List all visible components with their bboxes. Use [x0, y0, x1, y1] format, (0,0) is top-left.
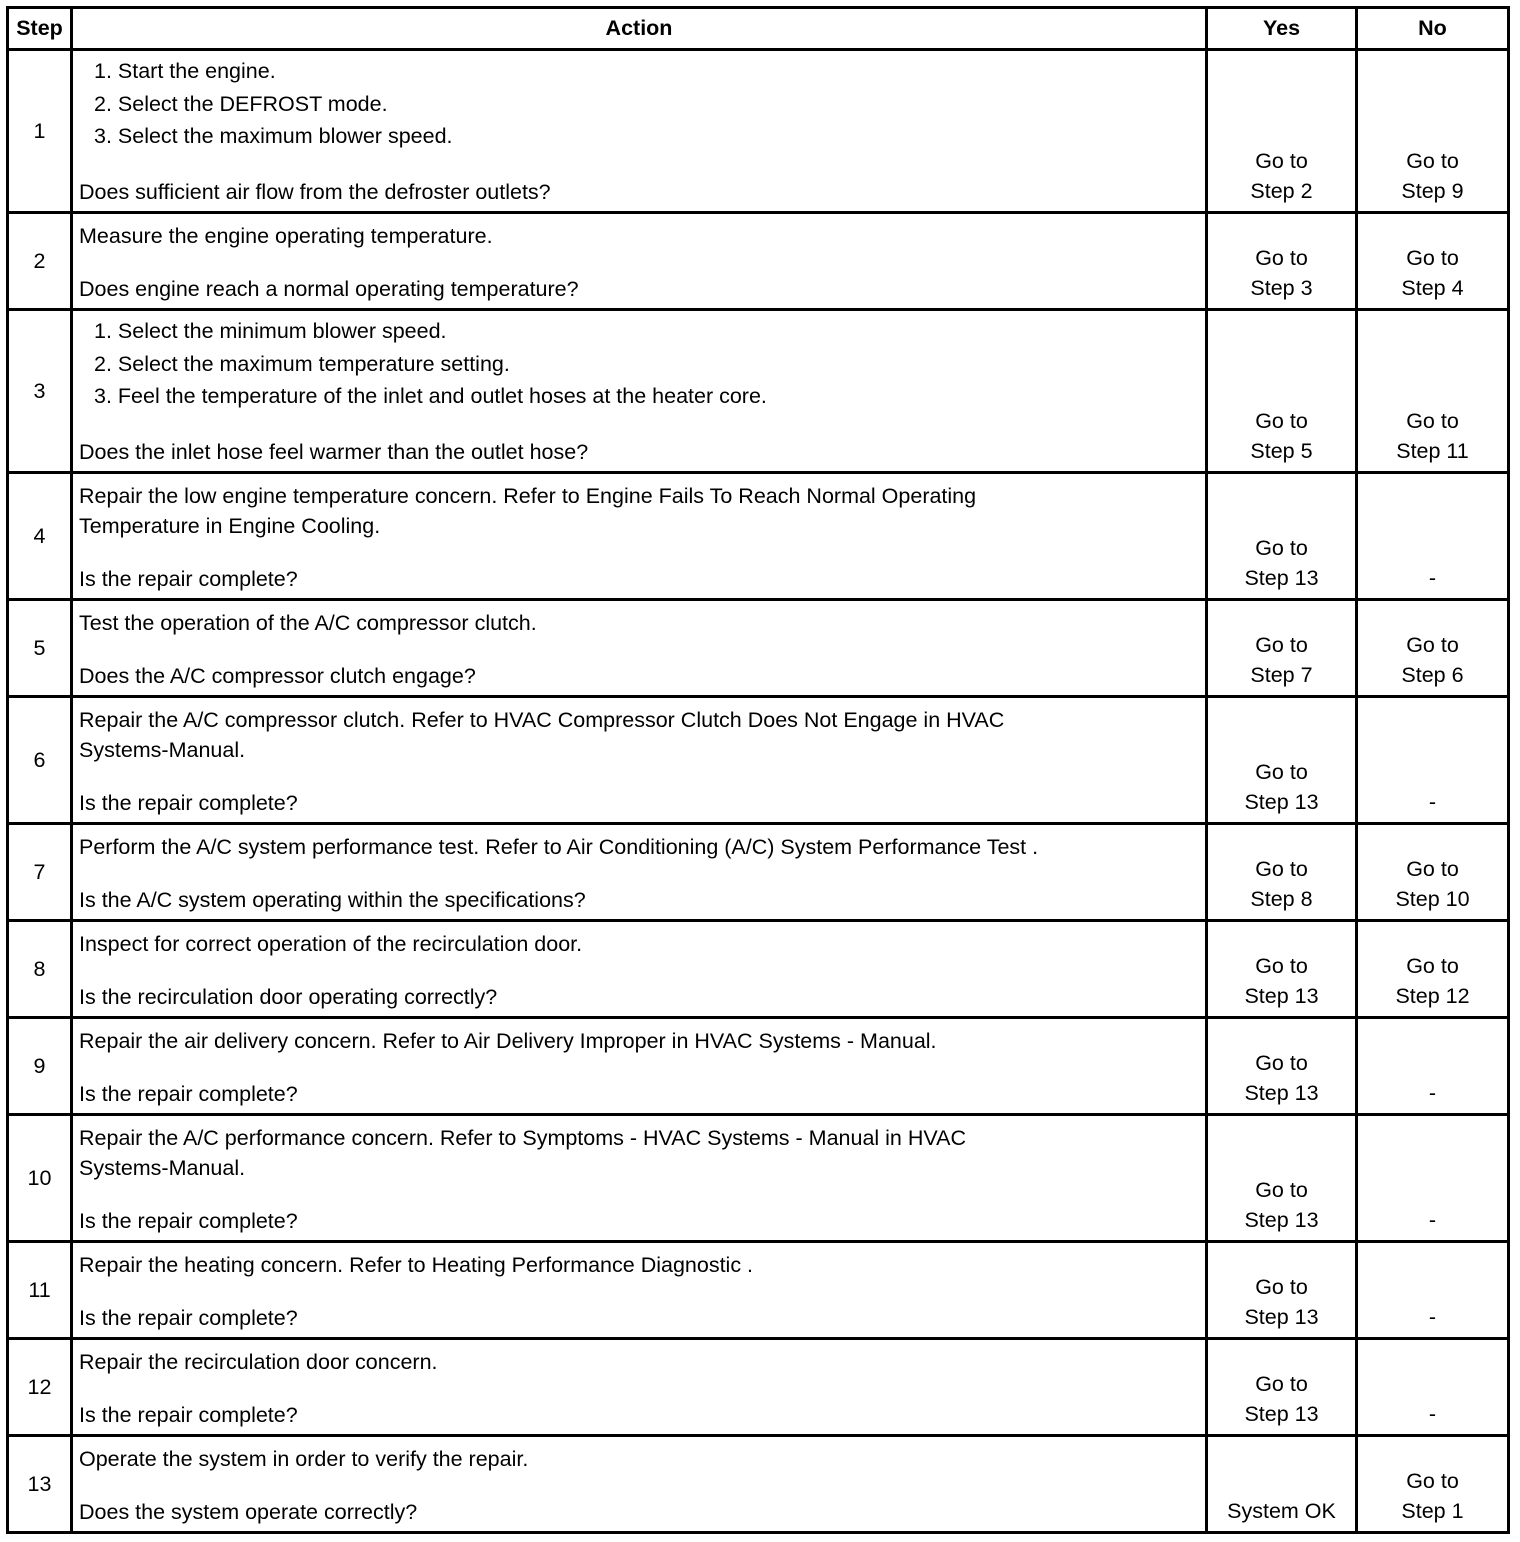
- no-result-line: Go to: [1406, 149, 1459, 173]
- yes-result-line: Go to: [1255, 857, 1308, 881]
- no-result-line: Go to: [1406, 954, 1459, 978]
- instruction-item: 3. Feel the temperature of the inlet and outlet hoses at the heater core.: [94, 384, 767, 408]
- no-result: [1357, 213, 1509, 310]
- yes-result: [1207, 600, 1357, 697]
- action-cell: [72, 697, 1207, 824]
- no-result: [1357, 50, 1509, 213]
- table-row: [8, 697, 1509, 824]
- no-result: [1357, 1339, 1509, 1436]
- action-cell: [72, 473, 1207, 600]
- table-row: [8, 600, 1509, 697]
- action-cell: [72, 1115, 1207, 1242]
- table-row: [8, 50, 1509, 213]
- action-cell: [72, 50, 1207, 213]
- yes-result: [1207, 1242, 1357, 1339]
- question-text: Is the repair complete?: [79, 1403, 298, 1427]
- instruction-text: Perform the A/C system performance test. Refer to Air Conditioning (A/C) System Performance Test .: [79, 835, 1039, 859]
- header-action: Action: [72, 8, 1207, 50]
- question-text: Is the repair complete?: [79, 1082, 298, 1106]
- question-text: Does engine reach a normal operating temperature?: [79, 277, 579, 301]
- step-number: 7: [8, 824, 72, 921]
- no-result-line: Go to: [1406, 633, 1459, 657]
- yes-result-line: Step 13: [1244, 566, 1319, 590]
- no-result: [1357, 1018, 1509, 1115]
- yes-result: [1207, 213, 1357, 310]
- yes-result: [1207, 824, 1357, 921]
- yes-result-line: Go to: [1255, 954, 1308, 978]
- yes-result: [1207, 50, 1357, 213]
- no-result-line: -: [1428, 1402, 1437, 1426]
- header-yes: Yes: [1207, 8, 1357, 50]
- step-number: 2: [8, 213, 72, 310]
- yes-result-line: Step 13: [1244, 1305, 1319, 1329]
- yes-result-line: Go to: [1255, 409, 1308, 433]
- step-number: 1: [8, 50, 72, 213]
- diagnostic-table: [6, 6, 1510, 1534]
- step-number: 6: [8, 697, 72, 824]
- no-result-line: Go to: [1406, 857, 1459, 881]
- yes-result-line: Step 13: [1244, 984, 1319, 1008]
- instruction-text: Temperature in Engine Cooling.: [79, 513, 381, 538]
- header-step: Step: [8, 8, 72, 50]
- instruction-text: Repair the low engine temperature concern. Refer to Engine Fails To Reach Normal Operating: [79, 484, 977, 508]
- action-cell: [72, 1436, 1207, 1533]
- yes-result-line: Step 13: [1244, 1402, 1319, 1426]
- yes-result-line: Step 8: [1250, 887, 1313, 911]
- step-number: 12: [8, 1339, 72, 1436]
- action-cell: [72, 921, 1207, 1018]
- yes-result: [1207, 1339, 1357, 1436]
- no-result: [1357, 473, 1509, 600]
- no-result-line: -: [1428, 1208, 1437, 1232]
- no-result-line: Step 4: [1401, 276, 1464, 300]
- instruction-text: Repair the heating concern. Refer to Heating Performance Diagnostic .: [79, 1253, 754, 1277]
- action-cell: [72, 310, 1207, 473]
- step-number: 4: [8, 473, 72, 600]
- no-result: [1357, 1115, 1509, 1242]
- no-result-line: Go to: [1406, 1469, 1459, 1493]
- instruction-item: 1. Select the minimum blower speed.: [94, 319, 447, 343]
- no-result-line: -: [1428, 1305, 1437, 1329]
- no-result-line: -: [1428, 566, 1437, 590]
- instruction-list: [79, 55, 1199, 153]
- question-text: Is the repair complete?: [79, 567, 298, 591]
- no-result-line: Step 10: [1395, 887, 1470, 911]
- no-result: [1357, 697, 1509, 824]
- step-number: 5: [8, 600, 72, 697]
- yes-result-line: Step 2: [1250, 179, 1313, 203]
- action-cell: [72, 213, 1207, 310]
- instruction-item: 3. Select the maximum blower speed.: [94, 124, 453, 148]
- yes-result-line: Go to: [1255, 246, 1308, 270]
- instruction-text: Repair the recirculation door concern.: [79, 1350, 438, 1374]
- question-text: Does the inlet hose feel warmer than the outlet hose?: [79, 440, 589, 464]
- instruction-text: Inspect for correct operation of the recirculation door.: [79, 932, 583, 956]
- yes-result: [1207, 697, 1357, 824]
- action-cell: [72, 600, 1207, 697]
- instruction-text: Measure the engine operating temperature.: [79, 224, 493, 248]
- header-no: No: [1357, 8, 1509, 50]
- table-row: [8, 1242, 1509, 1339]
- step-number: 10: [8, 1115, 72, 1242]
- yes-result-line: Go to: [1255, 1275, 1308, 1299]
- instruction-list: [79, 315, 1199, 413]
- no-result: [1357, 1242, 1509, 1339]
- question-text: Does sufficient air flow from the defroster outlets?: [79, 180, 551, 204]
- yes-result-line: Step 3: [1250, 276, 1313, 300]
- yes-result-line: Go to: [1255, 1051, 1308, 1075]
- question-text: Is the A/C system operating within the specifications?: [79, 888, 586, 912]
- step-number: 9: [8, 1018, 72, 1115]
- table-row: [8, 921, 1509, 1018]
- action-cell: [72, 1339, 1207, 1436]
- no-result-line: Step 11: [1396, 439, 1469, 463]
- instruction-text: Repair the A/C compressor clutch. Refer to HVAC Compressor Clutch Does Not Engage in HVAC: [79, 708, 1005, 732]
- yes-result-line: Step 13: [1244, 1208, 1319, 1232]
- yes-result: [1207, 921, 1357, 1018]
- table-row: [8, 310, 1509, 473]
- yes-result: [1207, 1115, 1357, 1242]
- yes-result-line: Go to: [1255, 1178, 1308, 1202]
- table-row: [8, 824, 1509, 921]
- header-row: [8, 8, 1509, 50]
- question-text: Is the repair complete?: [79, 1209, 298, 1233]
- yes-result-line: Step 13: [1244, 1081, 1319, 1105]
- yes-result-line: Go to: [1255, 149, 1308, 173]
- no-result-line: Step 12: [1395, 984, 1470, 1008]
- yes-result: [1207, 1436, 1357, 1533]
- no-result: [1357, 310, 1509, 473]
- step-number: 13: [8, 1436, 72, 1533]
- no-result-line: -: [1428, 1081, 1437, 1105]
- table-row: [8, 213, 1509, 310]
- yes-result-line: Step 13: [1244, 790, 1319, 814]
- no-result-line: -: [1428, 790, 1437, 814]
- no-result-line: Go to: [1406, 409, 1459, 433]
- question-text: Is the repair complete?: [79, 791, 298, 815]
- no-result: [1357, 600, 1509, 697]
- table-row: [8, 1018, 1509, 1115]
- action-cell: [72, 1242, 1207, 1339]
- action-cell: [72, 824, 1207, 921]
- yes-result-line: Go to: [1255, 760, 1308, 784]
- question-text: Is the repair complete?: [79, 1306, 298, 1330]
- no-result-line: Step 1: [1401, 1499, 1464, 1523]
- no-result: [1357, 824, 1509, 921]
- step-number: 8: [8, 921, 72, 1018]
- instruction-text: Repair the A/C performance concern. Refer to Symptoms - HVAC Systems - Manual in HVAC: [79, 1126, 966, 1150]
- question-text: Does the system operate correctly?: [79, 1500, 418, 1524]
- table-row: [8, 1339, 1509, 1436]
- yes-result-line: Go to: [1255, 536, 1308, 560]
- no-result: [1357, 1436, 1509, 1533]
- yes-result-line: System OK: [1227, 1499, 1336, 1523]
- yes-result-line: Go to: [1255, 633, 1308, 657]
- step-number: 11: [8, 1242, 72, 1339]
- yes-result-line: Step 5: [1250, 439, 1313, 463]
- no-result: [1357, 921, 1509, 1018]
- yes-result-line: Go to: [1255, 1372, 1308, 1396]
- instruction-text: Systems-Manual.: [79, 737, 246, 762]
- instruction-item: 1. Start the engine.: [94, 59, 276, 83]
- instruction-text: Repair the air delivery concern. Refer to Air Delivery Improper in HVAC Systems - Manual.: [79, 1029, 937, 1053]
- yes-result: [1207, 473, 1357, 600]
- question-text: Does the A/C compressor clutch engage?: [79, 664, 476, 688]
- instruction-item: 2. Select the DEFROST mode.: [94, 91, 388, 116]
- step-number: 3: [8, 310, 72, 473]
- instruction-text: Systems-Manual.: [79, 1155, 246, 1180]
- yes-result-line: Step 7: [1250, 663, 1313, 687]
- no-result-line: Step 9: [1401, 179, 1464, 203]
- no-result-line: Step 6: [1401, 663, 1464, 687]
- instruction-item: 2. Select the maximum temperature setting.: [94, 351, 510, 376]
- yes-result: [1207, 310, 1357, 473]
- instruction-text: Operate the system in order to verify the repair.: [79, 1447, 529, 1471]
- table-row: [8, 1436, 1509, 1533]
- table-row: [8, 473, 1509, 600]
- action-cell: [72, 1018, 1207, 1115]
- question-text: Is the recirculation door operating correctly?: [79, 985, 498, 1009]
- no-result-line: Go to: [1406, 246, 1459, 270]
- yes-result: [1207, 1018, 1357, 1115]
- instruction-text: Test the operation of the A/C compressor clutch.: [79, 611, 537, 635]
- table-row: [8, 1115, 1509, 1242]
